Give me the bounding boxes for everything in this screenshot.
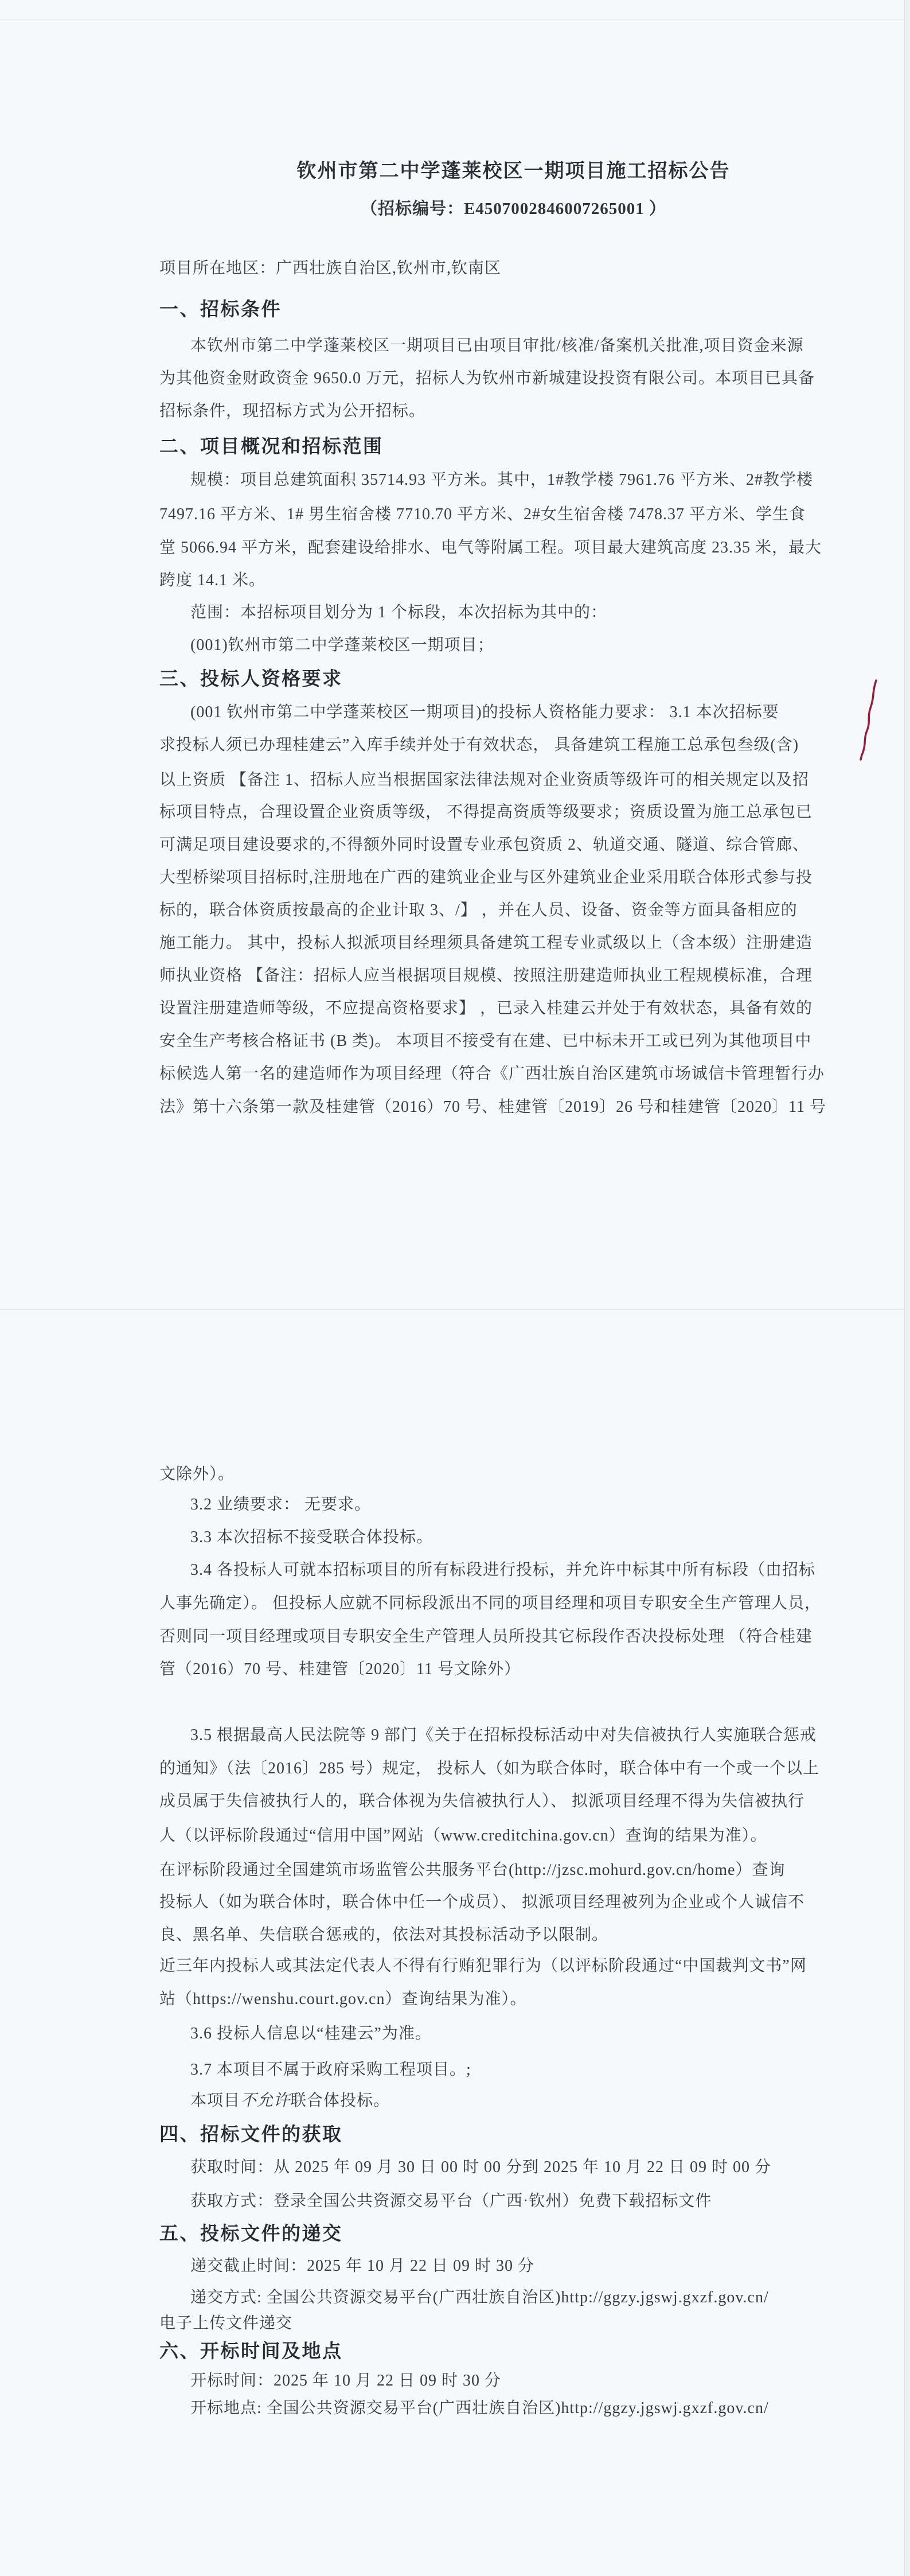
text-line: 3.3 本次招标不接受联合体投标。 — [190, 1528, 433, 1546]
text-line: 人事先确定）。 但投标人应就不同标段派出不同的项目经理和项目专职安全生产管理人员， — [159, 1594, 822, 1612]
text-line: 3.7 本项目不属于政府采购工程项目。; — [190, 2061, 471, 2079]
text-line: 跨度 14.1 米。 — [159, 571, 266, 589]
text-line: 文除外）。 — [159, 1465, 235, 1483]
text-line: 以上资质 【备注 1、招标人应当根据国家法律法规对企业资质等级许可的相关规定以及招 — [159, 771, 810, 789]
text-line: 为其他资金财政资金 9650.0 万元，招标人为钦州市新城建设投资有限公司。本项目已具备 — [159, 369, 815, 387]
text-line: 求投标人须已办理桂建云”入库手续并处于有效状态， 具备建筑工程施工总承包叁级(含) — [159, 736, 799, 754]
text-line: 标候选人第一名的建造师作为项目经理（符合《广西壮族自治区建筑市场诚信卡管理暂行办 — [159, 1065, 825, 1083]
red-pen-mark — [857, 677, 882, 763]
text-line: 近三年内投标人或其法定代表人不得有行贿犯罪行为（以评标阶段通过“中国裁判文书”网 — [159, 1957, 807, 1975]
text-line: 开标时间：2025 年 10 月 22 日 09 时 30 分 — [190, 2372, 502, 2390]
text-line: 投标人（如为联合体时，联合体中任一个成员）、 拟派项目经理被列为企业或个人诚信不 — [159, 1893, 805, 1911]
text-line: 获取时间：从 2025 年 09 月 30 日 00 时 00 分到 2025 年 10 月 22 日 09 时 00 分 — [190, 2158, 772, 2176]
text-line: 人（以评标阶段通过“信用中国”网站（www.creditchina.gov.cn）查询的结果为准）。 — [159, 1827, 767, 1845]
text-line: 站（https://wenshu.court.gov.cn）查询结果为准）。 — [159, 1990, 527, 2008]
text-span: 本项目 — [190, 2092, 241, 2110]
text-line: 标项目特点，合理设置企业资质等级， 不得提高资质等级要求；资质设置为施工总承包已 — [159, 803, 813, 821]
text-line: 3.6 投标人信息以“桂建云”为准。 — [190, 2025, 432, 2042]
text-line: 招标条件，现招标方式为公开招标。 — [159, 402, 426, 420]
text-line: 规模：项目总建筑面积 35714.93 平方米。其中，1#教学楼 7961.76 平方米、2#教学楼 — [190, 471, 814, 489]
section-heading: 六、开标时间及地点 — [159, 2340, 343, 2361]
tender-number: （招标编号：E4507002846007265001 ） — [360, 200, 667, 218]
text-line: 3.4 各投标人可就本招标项目的所有标段进行投标，并允许中标其中所有标段（由招标 — [190, 1561, 816, 1579]
text-line: 在评标阶段通过全国建筑市场监管公共服务平台(http://jzsc.mohurd.gov.cn/home）查询 — [159, 1861, 786, 1879]
text-line: 可满足项目建设要求的,不得额外同时设置专业承包资质 2、轨道交通、隧道、综合管廊、 — [159, 836, 810, 854]
text-line: (001 钦州市第二中学蓬莱校区一期项目)的投标人资格能力要求： 3.1 本次招标要 — [190, 703, 779, 721]
text-line — [159, 2089, 390, 2112]
text-line: (001)钦州市第二中学蓬莱校区一期项目； — [190, 636, 494, 654]
scan-right-edge — [904, 0, 910, 2576]
text-line: 项目所在地区：广西壮族自治区,钦州市,钦南区 — [159, 259, 502, 277]
text-line: 师执业资格 【备注：招标人应当根据项目规模、按照注册建造师执业工程规模标准，合理 — [159, 967, 813, 985]
document-title: 钦州市第二中学蓬莱校区一期项目施工招标公告 — [296, 160, 731, 182]
text-line: 安全生产考核合格证书 (B 类)。 本项目不接受有在建、已中标未开工或已列为其他项目中 — [159, 1032, 812, 1050]
text-line: 开标地点: 全国公共资源交易平台(广西壮族自治区)http://ggzy.jgswj.gxzf.gov.cn/ — [190, 2399, 769, 2417]
text-line: 递交方式: 全国公共资源交易平台(广西壮族自治区)http://ggzy.jgswj.gxzf.gov.cn/ — [190, 2289, 769, 2306]
text-line: 成员属于失信被执行人的，联合体视为失信被执行人）、 拟派项目经理不得为失信被执行 — [159, 1792, 805, 1810]
section-heading: 五、投标文件的递交 — [159, 2223, 343, 2244]
text-line: 3.5 根据最高人民法院等 9 部门《关于在招标投标活动中对失信被执行人实施联合惩戒 — [190, 1726, 817, 1744]
text-line: 的通知》（法〔2016〕285 号）规定， 投标人（如为联合体时，联合体中有一个或一个以上 — [159, 1760, 820, 1777]
text-line: 施工能力。 其中，投标人拟派项目经理须具备建筑工程专业贰级以上（含本级）注册建造 — [159, 934, 813, 952]
text-line: 递交截止时间：2025 年 10 月 22 日 09 时 30 分 — [190, 2257, 535, 2275]
text-line: 获取方式：登录全国公共资源交易平台（广西·钦州）免费下载招标文件 — [190, 2192, 712, 2210]
text-line: 3.2 业绩要求： 无要求。 — [190, 1496, 372, 1513]
text-line: 大型桥梁项目招标时,注册地在广西的建筑业企业与区外建筑业企业采用联合体形式参与投 — [159, 869, 813, 886]
section-heading: 四、招标文件的获取 — [159, 2123, 343, 2145]
text-line: 否则同一项目经理或项目专职安全生产管理人员所投其它标段作否决投标处理 （符合桂建 — [159, 1628, 813, 1645]
text-line: 良、黑名单、失信联合惩戒的，依法对其投标活动予以限制。 — [159, 1926, 609, 1944]
text-line: 范围：本招标项目划分为 1 个标段，本次招标为其中的： — [190, 604, 608, 621]
text-line: 本钦州市第二中学蓬莱校区一期项目已由项目审批/核准/备案机关批准,项目资金来源 — [190, 337, 804, 355]
text-line: 管（2016）70 号、桂建管〔2020〕11 号文除外） — [159, 1660, 521, 1678]
text-line: 堂 5066.94 平方米，配套建设给排水、电气等附属工程。项目最大建筑高度 23.35 米，最大 — [159, 539, 822, 557]
text-line: 标的，联合体资质按最高的企业计取 3、/】 ，并在人员、设备、资金等方面具备相应的 — [159, 901, 798, 919]
section-heading: 一、招标条件 — [159, 298, 282, 320]
italic-emphasis: 不允许 — [240, 2092, 291, 2110]
section-heading: 三、投标人资格要求 — [159, 668, 343, 689]
page-2-text — [159, 0, 822, 2576]
text-line: 7497.16 平方米、1# 男生宿舍楼 7710.70 平方米、2#女生宿舍楼 7478.37 平方米、学生食 — [159, 505, 806, 523]
section-heading: 二、项目概况和招标范围 — [159, 435, 384, 457]
text-span: 联合体投标。 — [290, 2092, 390, 2110]
text-line: 法》第十六条第一款及桂建管（2016）70 号、桂建管〔2019〕26 号和桂建管〔2020〕11 号 — [159, 1098, 826, 1116]
text-line: 设置注册建造师等级，不应提高资格要求】 ，已录入桂建云并处于有效状态，具备有效的 — [159, 999, 813, 1017]
text-line: 电子上传文件递交 — [159, 2314, 293, 2332]
